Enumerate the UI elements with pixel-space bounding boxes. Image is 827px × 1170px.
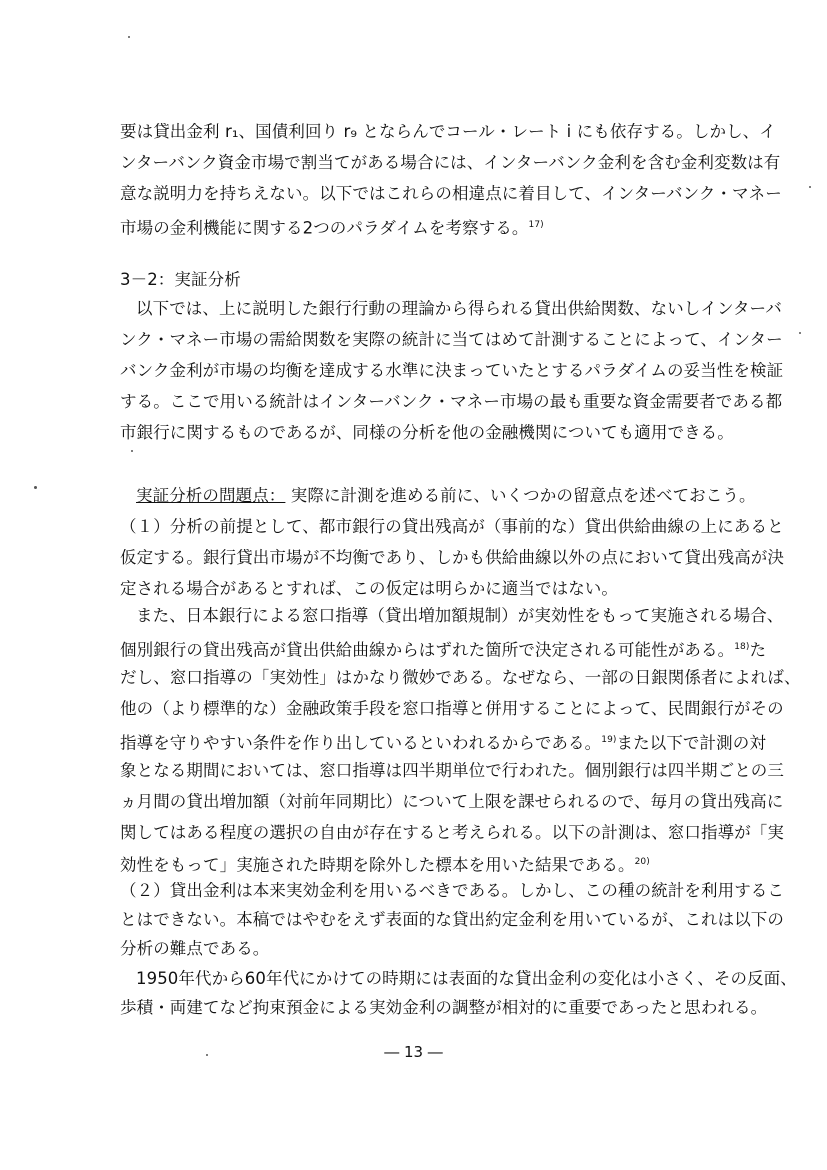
paragraph-1-line-1: 要は貸出金利 r₁、国債利回り r₉ とならんでコール・レート i にも依存する。しかし、イ xyxy=(120,122,776,141)
paragraph-1-line-4-text: 市場の金利機能に関する2つのパラダイムを考察する。 xyxy=(120,218,529,238)
paragraph-3-line-2-text: 個別銀行の貸出残高が貸出供給曲線からはずれた箇所で決定される可能性がある。 xyxy=(120,640,735,660)
scan-speck xyxy=(206,1054,208,1056)
footnote-ref-18: 18) xyxy=(734,642,750,652)
paragraph-3-line-4: 他の（より標準的な）金融政策手段を窓口指導と併用することによって、民間銀行がその xyxy=(120,699,784,718)
issues-heading: 実証分析の問題点： xyxy=(136,486,286,505)
scan-speck xyxy=(128,36,130,38)
paragraph-4-line-2: 歩積・両建てなど拘束預金による実効金利の調整が相対的に重要であったと思われる。 xyxy=(120,998,768,1017)
point-1-line-1: （１）分析の前提として、都市銀行の貸出残高が（事前的な）貸出供給曲線の上にあると xyxy=(120,517,784,536)
point-1-line-3: 定される場合があるとすれば、この仮定は明らかに適当ではない。 xyxy=(120,579,618,598)
paragraph-1-line-2: ンターバンク資金市場で割当てがある場合には、インターバンク金利を含む金利変数は有 xyxy=(120,153,781,172)
footnote-ref-20: 20) xyxy=(634,857,650,867)
paragraph-3-line-8: 関してはある程度の選択の自由が存在すると考えられる。以下の計測は、窓口指導が「実 xyxy=(120,823,784,842)
point-2-line-1: （２）貸出金利は本来実効金利を用いるべきである。しかし、この種の統計を利用するこ xyxy=(120,881,784,900)
page-number: ― 13 ― xyxy=(384,1043,443,1061)
paragraph-3-line-6: 象となる期間においては、窓口指導は四半期単位で行われた。個別銀行は四半期ごとの三 xyxy=(120,761,784,780)
issues-intro: 実際に計測を進める前に、いくつかの留意点を述べておこう。 xyxy=(290,486,756,505)
footnote-ref-19: 19) xyxy=(601,735,617,745)
paragraph-2-line-5: 市銀行に関するものであるが、同様の分析を他の金融機関についても適用できる。 xyxy=(120,423,734,442)
paragraph-3-line-9-text: 効性をもって」実施された時期を除外した標本を用いた結果である。 xyxy=(120,855,635,875)
paragraph-2-line-4: する。ここで用いる統計はインターバンク・マネー市場の最も重要な資金需要者である都 xyxy=(120,392,783,411)
paragraph-2-line-2: ンク・マネー市場の需給関数を実際の統計に当てはめて計測することによって、インター xyxy=(120,330,783,349)
paragraph-1-line-4 xyxy=(120,215,720,239)
paragraph-3-line-5-tail: また以下で計測の対 xyxy=(616,733,766,753)
point-2-line-2: とはできない。本稿ではやむをえず表面的な貸出約定金利を用いているが、これは以下の xyxy=(120,910,784,929)
paragraph-3-line-5-text: 指導を守りやすい条件を作り出しているといわれるからである。 xyxy=(120,733,602,753)
paragraph-3-line-1: また、日本銀行による窓口指導（貸出増加額規制）が実効性をもって実施される場合、 xyxy=(136,606,784,625)
scan-speck xyxy=(799,332,801,334)
paragraph-3-line-3: だし、窓口指導の「実効性」はかなり微妙である。なぜなら、一部の日銀関係者によれば、 xyxy=(120,668,801,687)
scan-speck xyxy=(34,486,37,489)
point-2-line-3: 分析の難点である。 xyxy=(120,939,270,958)
paragraph-3-line-9 xyxy=(120,852,720,876)
paragraph-3-line-2 xyxy=(120,637,767,661)
paragraph-3-line-7: ヵ月間の貸出増加額（対前年同期比）について上限を課せられるので、毎月の貸出残高に xyxy=(120,792,784,811)
paragraph-2-line-3: バンク金利が市場の均衡を達成する水準に決まっていたとするパラダイムの妥当性を検証 xyxy=(120,361,784,380)
scan-speck xyxy=(131,450,133,452)
paragraph-4-line-1: 1950年代から60年代にかけての時期には表面的な貸出金利の変化は小さく、その反面、 xyxy=(136,969,797,988)
paragraph-3-line-2-tail: た xyxy=(749,640,767,660)
scan-speck xyxy=(809,186,811,188)
paragraph-1-line-3: 意な説明力を持ちえない。以下ではこれらの相違点に着目して、インターバンク・マネー xyxy=(120,184,782,203)
point-1-line-2: 仮定する。銀行貸出市場が不均衡であり、しかも供給曲線以外の点において貸出残高が決 xyxy=(120,548,784,567)
paragraph-3-line-5 xyxy=(120,730,766,754)
issues-line xyxy=(120,486,756,506)
section-heading: 3－2：実証分析 xyxy=(120,270,241,289)
footnote-ref-17: 17) xyxy=(528,220,544,230)
paragraph-2-line-1: 以下では、上に説明した銀行行動の理論から得られる貸出供給関数、ないしインターバ xyxy=(136,299,782,318)
